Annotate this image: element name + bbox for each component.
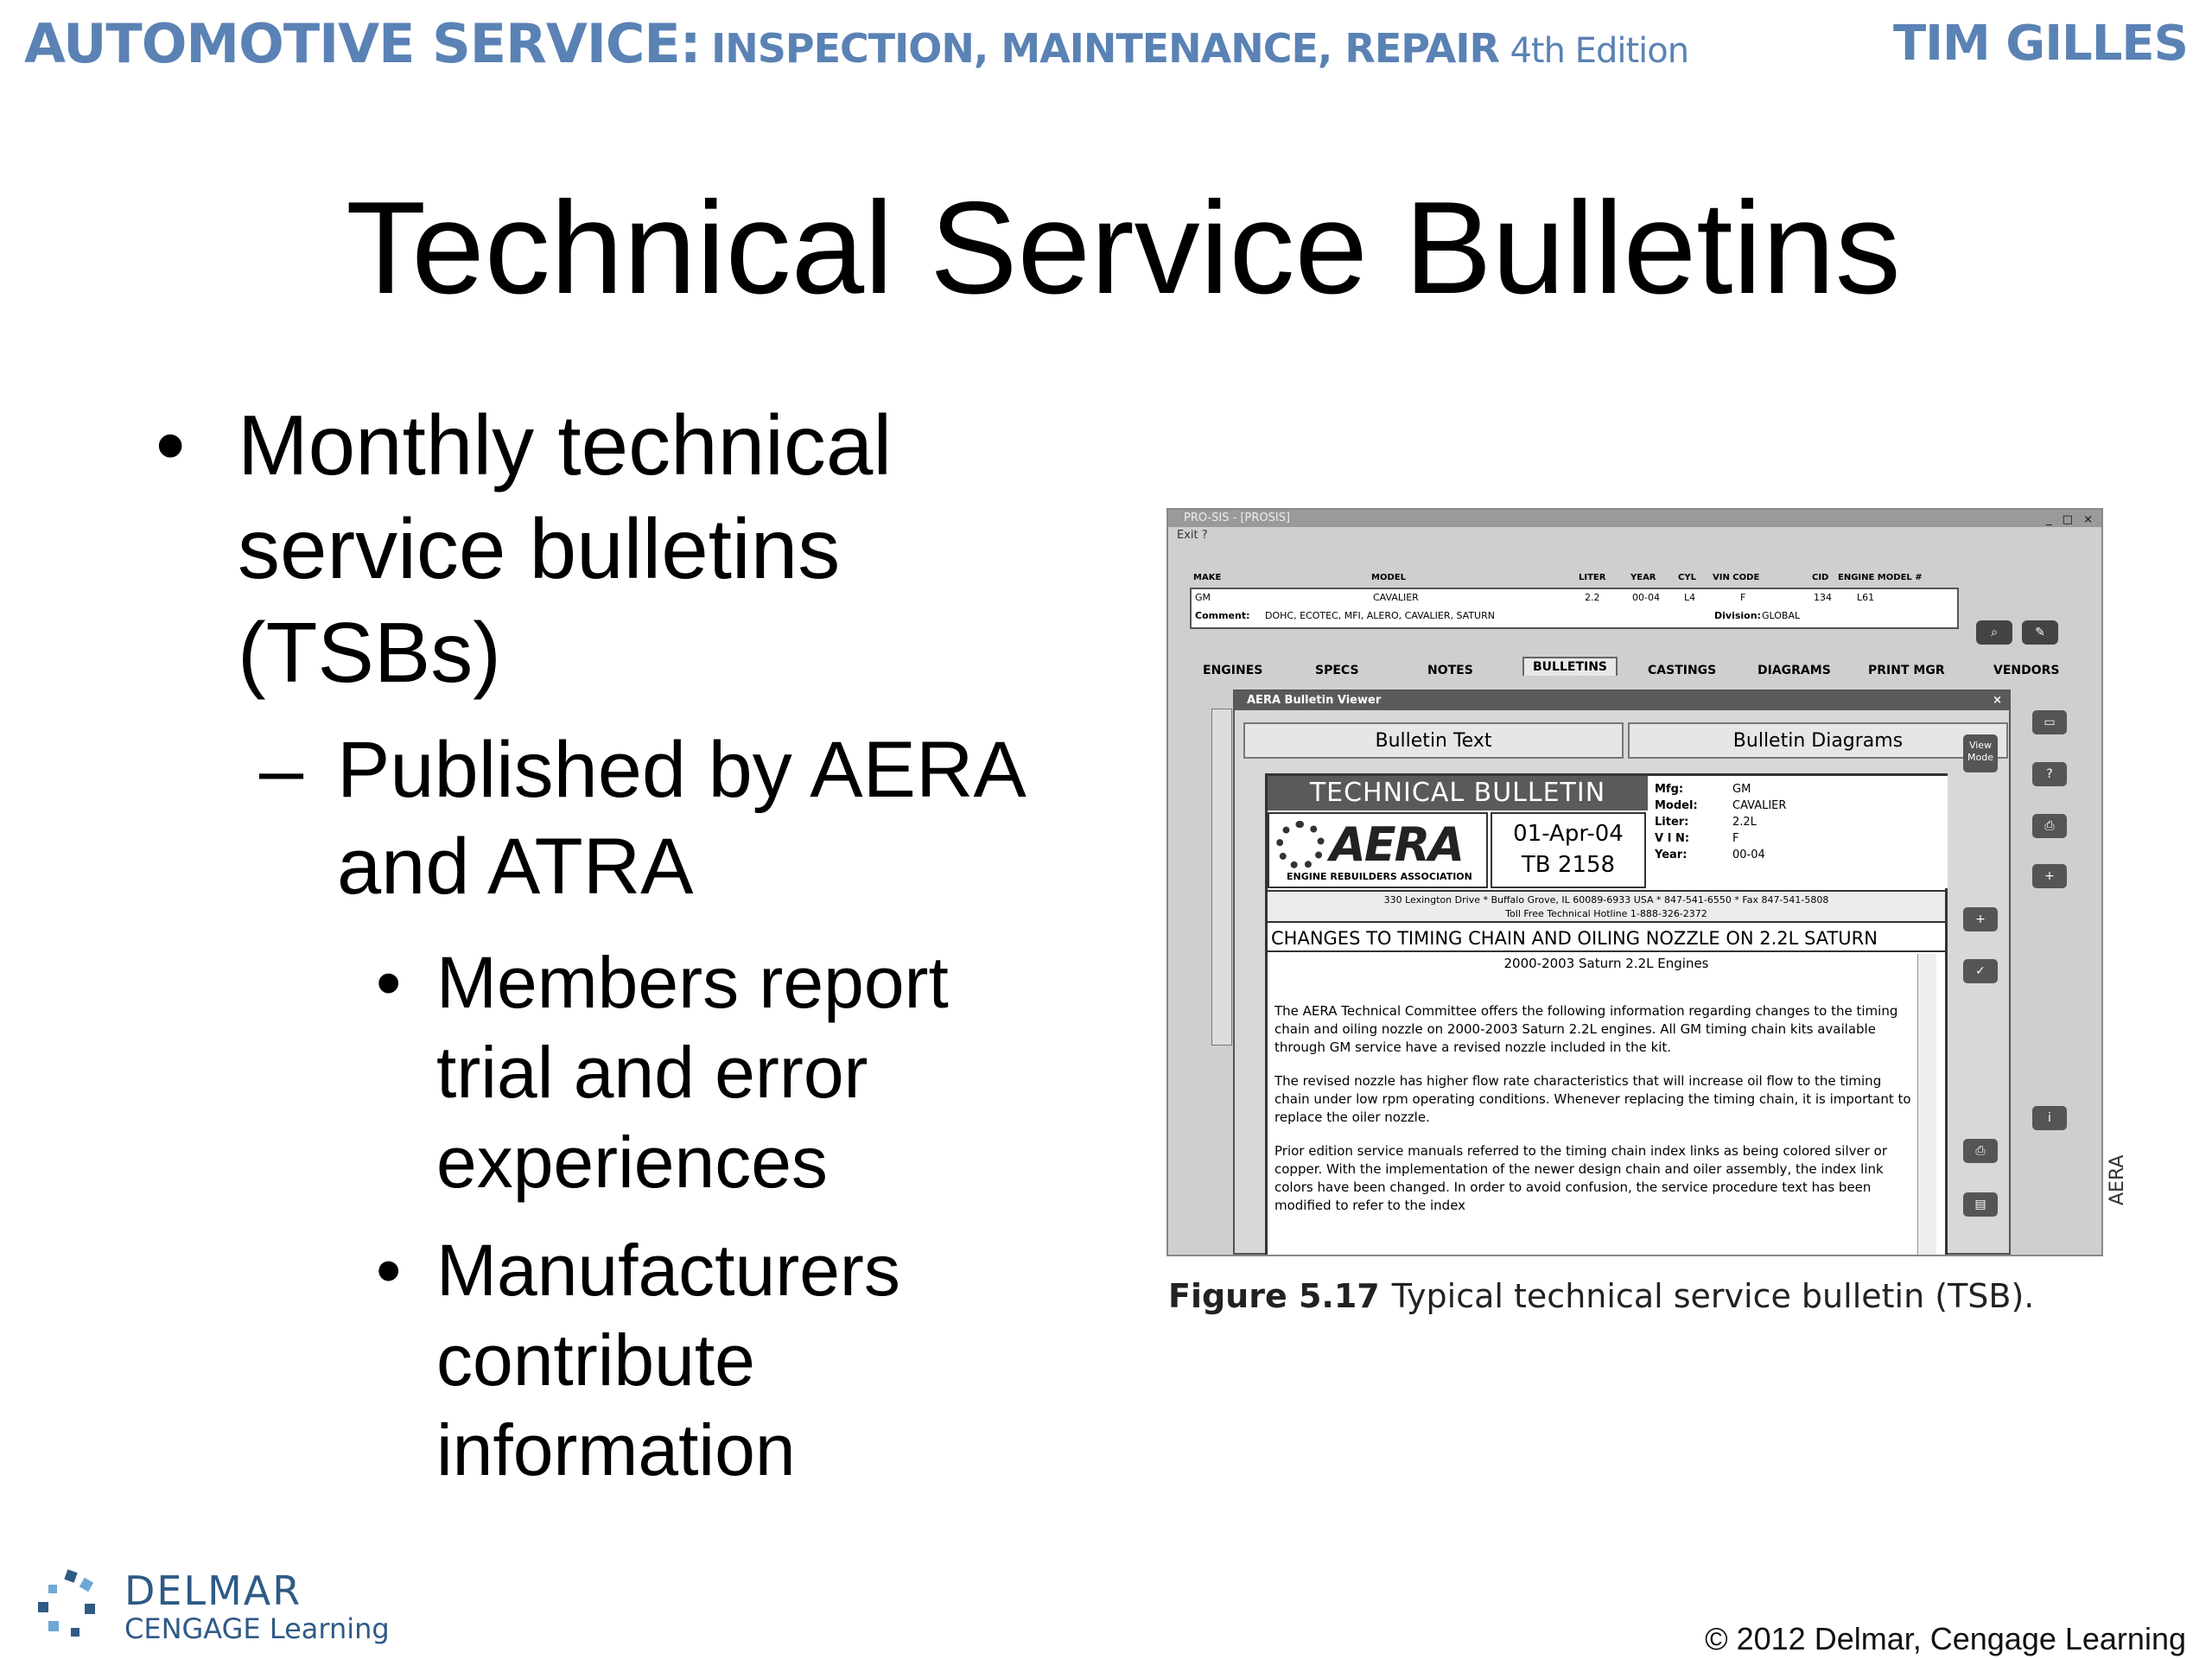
logo-tagline: ENGINE REBUILDERS ASSOCIATION xyxy=(1287,871,1472,882)
figure-credit: AERA xyxy=(2107,1154,2128,1205)
vehicle-header-row xyxy=(1190,570,1959,588)
bulletin-document xyxy=(1265,773,1948,1256)
meta-row xyxy=(1655,798,1942,814)
close-icon[interactable]: × xyxy=(1993,694,2002,707)
window-titlebar xyxy=(1168,510,2101,527)
engine-model-value[interactable]: L61 xyxy=(1857,592,1875,603)
cyl-value[interactable]: L4 xyxy=(1684,592,1696,603)
gear-icon xyxy=(1276,821,1325,869)
meta-value: 2.2L xyxy=(1732,816,1757,829)
book-title-header xyxy=(24,12,1688,75)
meta-value: GM xyxy=(1732,783,1751,796)
meta-row xyxy=(1655,847,1942,863)
left-scroll-panel[interactable] xyxy=(1211,709,1232,1046)
dash-marker: – xyxy=(259,726,304,814)
menu-bar[interactable]: Exit ? xyxy=(1177,529,1208,542)
bullet-text: Published by AERA and ATRA xyxy=(337,726,1022,911)
tab-vendors[interactable]: VENDORS xyxy=(1993,664,2060,677)
bulletin-meta xyxy=(1649,776,1948,888)
tab-specs[interactable]: SPECS xyxy=(1315,664,1359,677)
year-label: YEAR xyxy=(1630,573,1656,582)
book-title-main: AUTOMOTIVE SERVICE: xyxy=(24,12,701,75)
tsb-screenshot-figure xyxy=(1166,508,2103,1256)
book-title-sub: INSPECTION, MAINTENANCE, REPAIR xyxy=(711,25,1499,72)
tab-print-mgr[interactable]: PRINT MGR xyxy=(1868,664,1945,677)
zoom-in-icon[interactable]: + xyxy=(1963,907,1998,931)
print-icon[interactable]: ⎙ xyxy=(1963,1139,1998,1163)
document-icon[interactable]: ▤ xyxy=(1963,1192,1998,1217)
tab-notes[interactable]: NOTES xyxy=(1427,664,1473,677)
printer-icon[interactable]: ⎙ xyxy=(2032,814,2067,838)
body-paragraph: The revised nozzle has higher flow rate characteristics that will increase oil flow to the timing chain under low rpm operating conditions. Whenever replacing the timing chain, it is important to replace the oiler nozzle. xyxy=(1274,1073,1911,1125)
delmar-logo xyxy=(31,1562,429,1649)
tab-engines[interactable]: ENGINES xyxy=(1203,664,1263,677)
author-name: TIM GILLES xyxy=(1892,16,2188,72)
liter-value[interactable]: 2.2 xyxy=(1585,592,1600,603)
bulletin-scrollbar[interactable] xyxy=(1917,954,1936,1255)
bulletin-header: TECHNICAL BULLETIN xyxy=(1268,776,1648,810)
bullet-marker: • xyxy=(376,1230,402,1311)
body-paragraph: The AERA Technical Committee offers the following information regarding changes to the timing chain and oiling nozzle on 2000-2003 Saturn 2.2L engines. All GM timing chain kits available through GM service have a revised nozzle included in the kit. xyxy=(1274,1003,1898,1055)
viewer-title: AERA Bulletin Viewer xyxy=(1247,694,1382,707)
info-icon[interactable]: i xyxy=(2032,1106,2067,1130)
engine-model-label: ENGINE MODEL # xyxy=(1838,573,1923,582)
delmar-wordmark: DELMAR xyxy=(124,1567,302,1614)
meta-key: Mfg: xyxy=(1655,783,1684,796)
vin-value[interactable]: F xyxy=(1740,592,1746,603)
bulletin-headline: CHANGES TO TIMING CHAIN AND OILING NOZZLE ON 2.2L SATURN xyxy=(1268,925,1945,952)
logo-wordmark: AERA xyxy=(1330,817,1464,872)
meta-value: 00-04 xyxy=(1732,849,1765,861)
address-line: 330 Lexington Drive * Buffalo Grove, IL 60089-6933 USA * 847-541-6550 * Fax 847-541-5808 xyxy=(1383,894,1829,906)
figure-caption-text: Typical technical service bulletin (TSB). xyxy=(1391,1277,2035,1315)
tab-bulletin-text[interactable]: Bulletin Text xyxy=(1243,722,1624,759)
vehicle-selector[interactable] xyxy=(1190,588,1959,629)
model-label: MODEL xyxy=(1371,573,1406,582)
year-value[interactable]: 00-04 xyxy=(1632,592,1660,603)
cengage-wordmark: CENGAGE Learning xyxy=(124,1612,390,1645)
bullet-text: Manufacturers contribute information xyxy=(436,1230,900,1491)
view-mode-button[interactable]: View Mode xyxy=(1963,734,1998,772)
figure-label: Figure 5.17 xyxy=(1168,1277,1380,1315)
meta-row xyxy=(1655,830,1942,847)
bulletin-number: TB 2158 xyxy=(1521,852,1616,878)
bulletin-date-box xyxy=(1491,812,1646,888)
bulletin-body xyxy=(1274,1002,1914,1230)
bullet-marker: • xyxy=(156,397,186,493)
bulletin-date: 01-Apr-04 xyxy=(1513,821,1624,847)
tab-bulletins[interactable]: BULLETINS xyxy=(1522,657,1618,676)
meta-key: V I N: xyxy=(1655,832,1690,845)
bullet-marker: • xyxy=(376,942,402,1023)
aera-logo xyxy=(1268,812,1488,888)
meta-key: Year: xyxy=(1655,849,1688,861)
copyright-notice: © 2012 Delmar, Cengage Learning xyxy=(1705,1621,2186,1656)
add-icon[interactable]: + xyxy=(2032,864,2067,888)
body-paragraph: Prior edition service manuals referred to the timing chain index links as being colored silver or copper. With the implementation of the newer design chain and oiler assembly, the index link colors have been changed. In order to avoid confusion, the service procedure text has been modified to refer to the index xyxy=(1274,1143,1888,1213)
model-value[interactable]: CAVALIER xyxy=(1373,592,1419,603)
cyl-label: CYL xyxy=(1678,573,1696,582)
cid-value[interactable]: 134 xyxy=(1814,592,1832,603)
meta-key: Model: xyxy=(1655,799,1698,812)
hotline-line: Toll Free Technical Hotline 1-888-326-2372 xyxy=(1505,908,1707,919)
tab-diagrams[interactable]: DIAGRAMS xyxy=(1758,664,1831,677)
meta-row xyxy=(1655,814,1942,830)
division-value: GLOBAL xyxy=(1762,610,1801,621)
edition-label: 4th Edition xyxy=(1510,31,1689,71)
slide-title: Technical Service Bulletins xyxy=(346,175,1901,321)
viewer-titlebar xyxy=(1235,691,2009,710)
window-controls[interactable]: _ □ × xyxy=(2046,513,2096,526)
bulletin-subhead: 2000-2003 Saturn 2.2L Engines xyxy=(1503,956,1709,971)
meta-key: Liter: xyxy=(1655,816,1689,829)
help-icon[interactable]: ? xyxy=(2032,762,2067,786)
comment-value: DOHC, ECOTEC, MFI, ALERO, CAVALIER, SATURN xyxy=(1265,610,1495,621)
tab-bulletin-diagrams[interactable]: Bulletin Diagrams xyxy=(1628,722,2008,759)
bulletin-address xyxy=(1268,890,1945,923)
tab-castings[interactable]: CASTINGS xyxy=(1648,664,1717,677)
save-icon[interactable]: ▭ xyxy=(2032,710,2067,734)
meta-value: F xyxy=(1732,832,1739,845)
meta-row xyxy=(1655,781,1942,798)
window-title: PRO-SIS - [PROSIS] xyxy=(1184,512,1291,524)
tab-bar xyxy=(1177,657,2093,683)
make-value[interactable]: GM xyxy=(1195,592,1211,603)
pencil-icon[interactable]: ✎ xyxy=(2022,620,2058,645)
figure-caption xyxy=(1168,1277,2034,1315)
cid-label: CID xyxy=(1812,573,1829,582)
division-label: Division: xyxy=(1714,610,1761,621)
liter-label: LITER xyxy=(1579,573,1606,582)
bulletin-viewer-window xyxy=(1233,690,2011,1255)
meta-value: CAVALIER xyxy=(1732,799,1787,812)
delmar-mark-icon xyxy=(31,1567,109,1645)
comment-label: Comment: xyxy=(1195,610,1250,621)
bullet-text: Members report trial and error experiences xyxy=(436,942,949,1203)
binoculars-icon[interactable]: ⌕ xyxy=(1976,620,2012,645)
bullet-text: Monthly technical service bulletins (TSBs) xyxy=(238,397,893,700)
check-icon[interactable]: ✓ xyxy=(1963,959,1998,983)
vin-label: VIN CODE xyxy=(1713,573,1760,582)
make-label: MAKE xyxy=(1193,573,1222,582)
